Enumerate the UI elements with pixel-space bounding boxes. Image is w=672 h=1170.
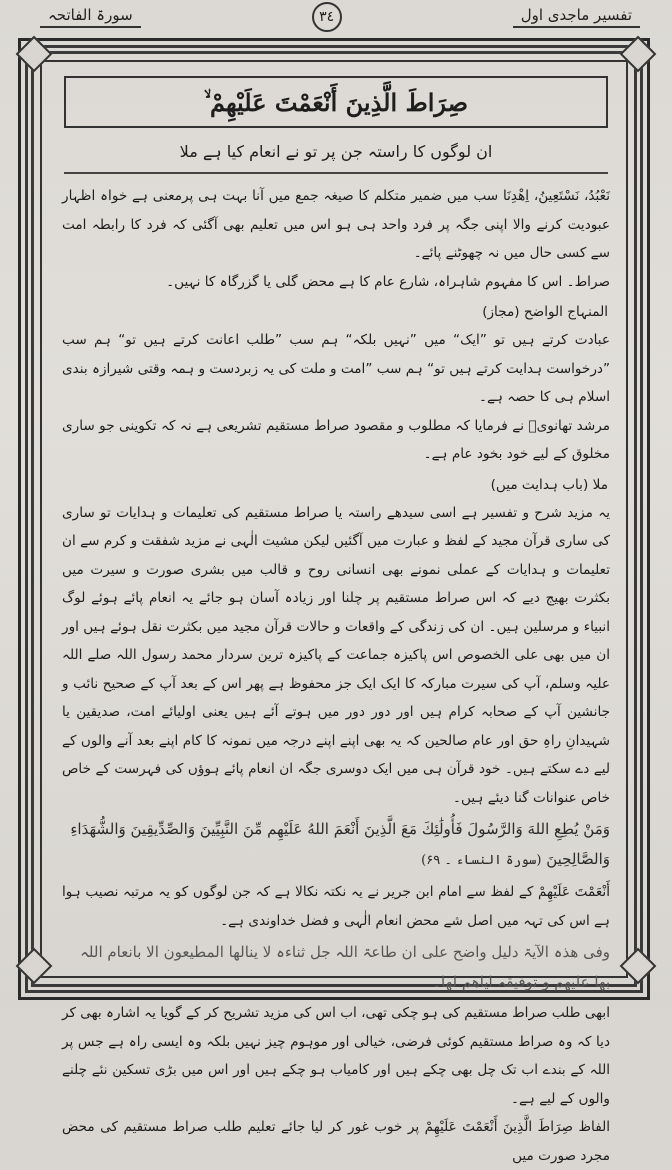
header-book-title: تفسیر ماجدی اول <box>513 6 640 28</box>
ayah-text: وَمَنْ يُطِعِ اللهَ وَالرَّسُولَ فَأُولَٰئِكَ مَعَ الَّذِينَ أَنْعَمَ اللهُ عَلَيْهِم مِّنَ النَّبِيِّينَ وَالصِّدِّيقِينَ وَالشُّهَدَاءِ وَالصَّالِحِينَ <box>70 820 610 868</box>
quranic-verse <box>62 814 610 876</box>
page-content <box>52 68 620 1164</box>
verse-title: صِرَاطَ الَّذِينَ أَنْعَمْتَ عَلَيْهِمْ ۙ <box>64 76 608 128</box>
commentary-paragraph: صراط۔ اس کا مفہوم شاہراہ، شارع عام کا ہے محض گلی یا گزرگاہ کا نہیں۔ <box>166 273 610 290</box>
divider <box>64 172 608 174</box>
header-surah-name: سورۃ الفاتحہ <box>40 6 141 28</box>
arabic-quotation: وفی ھذہ الآیۃ دلیل واضح علی ان طاعۃ اللہ جل ثناءہ لا ینالھا المطیعون الا بانعام اللہ بھا علیھم و توفیقہ ایاھم لھا۔ <box>80 943 610 991</box>
commentary-paragraph: أَنْعَمْتَ عَلَيْهِمْ کے لفظ سے امام ابن جریر نے یہ نکتہ نکالا ہے کہ جن لوگوں کو یہ مرتبہ نصیب ہوا ہے اس کی تہہ میں اصل شے محض انعام الٰہی و فضل خداوندی ہے۔ <box>62 884 610 929</box>
section-label: ملا (باب ہدایت میں) <box>490 476 608 493</box>
commentary-paragraph: مرشد تھانویؒ نے فرمایا کہ مطلوب و مقصود صراط مستقیم تشریعی ہے نہ کہ تکوینی جو ساری مخلوق کے لیے خود بخود عام ہے۔ <box>62 417 610 462</box>
commentary-paragraph: یہ مزید شرح و تفسیر ہے اسی سیدھے راستہ یا صراط مستقیم کی تعلیمات و ہدایات تو ساری کی ساری قرآن مجید کے لفظ و عبارت میں آگئیں لیکن مشیت الٰہی نے مزید شفقت و کرم سے ان تعلیمات و ہدایات کے عملی نمونے بھی انسانی روح و قالب میں بشری صورت و سیرت میں بکثرت بھیج دیے کہ اس صراط مستقیم پر چلنا اور زیادہ آسان ہو جائے یہ انعام پائے ہوئے لوگ انبیاء و مرسلین ہیں۔ ان کی زندگی کے واقعات و حالات قرآن مجید میں بکثرت نقل ہوئے ہیں اور ان میں بھی علی الخصوص اس پاکیزہ جماعت کے پاکیزہ ترین سردار محمد رسول اللہ صلے اللہ علیہ وسلم، آپ کی سیرت مبارکہ کا ایک ایک جز محفوظ ہے پھر اس کے بعد آپ کے صحیح نائب و جانشین آپ کے صحابہ کرام ہیں اور دور دور میں ہوتے آئے ہیں یعنی اولیائے امت، صدیقین یا شہیدانِ راہِ حق اور عام صالحین کہ یہ بھی اپنے اپنے درجہ میں نمونہ کا کام اپنے بعد آنے والوں کے لیے دے سکتے ہیں۔ خود قرآن ہی میں ایک دوسری جگہ ان انعام پائے ہوؤں کی فہرست کے خاص خاص عنوانات گنا دیئے ہیں۔ <box>62 504 610 806</box>
commentary-paragraph: عبادت کرتے ہیں تو ”ایک“ میں ”نہیں بلکہ“ ہم سب ”طلب اعانت کرتے ہیں تو“ ہم سب ”درخواست ہدایت کرتے ہیں تو“ ہم سب ”امت و ملت کی یہ زبردست و ہمہ وقتی شیرازہ بندی اسلام ہی کا حصہ ہے۔ <box>62 332 610 405</box>
commentary-paragraph: ابھی طلب صراط مستقیم کی ہو چکی تھی، اب اس کی مزید تشریح کر کے گویا یہ اشارہ بھی کر دیا کہ وہ صراط مستقیم کوئی فرضی، خیالی اور موہوم چیز نہیں بلکہ وہ ایسی راہ ہے جس پر اللہ کے بندے اب تک چل بھی چکے ہیں اور کامیاب ہو چکے ہیں اور اس میں بڑی تسکین نئے چلنے والوں کے لیے ہے۔ <box>62 1005 610 1107</box>
ayah-reference: (سورۃ النساء ۔ ۶۹) <box>421 853 542 868</box>
running-header <box>40 0 640 34</box>
commentary-paragraph: نَعْبُدُ، نَسْتَعِينُ، اِهْدِنَا سب میں ضمیر متکلم کا صیغہ جمع میں آنا بہت ہی پرمعنی ہے خواہ اظہار عبودیت کرنے والا اپنی جگہ پر فرد واحد ہی ہو اس میں تعلیم بھی آگئی کہ فرد کا رابطہ امت سے کسی حال میں نہ چھوٹنے پائے۔ <box>62 188 610 261</box>
reference-label: المنہاج الواضح (مجاز) <box>482 304 608 320</box>
verse-translation: ان لوگوں کا راستہ جن پر تو نے انعام کیا ہے ملا <box>179 141 493 161</box>
page-number-badge: ٣٤ <box>312 2 342 32</box>
commentary-paragraph: الفاظ صِرَاطَ الَّذِينَ أَنْعَمْتَ عَلَيْهِمْ پر خوب غور کر لیا جائے تعلیم طلب صراط مستقیم کی محض مجرد صورت میں <box>62 1119 610 1164</box>
